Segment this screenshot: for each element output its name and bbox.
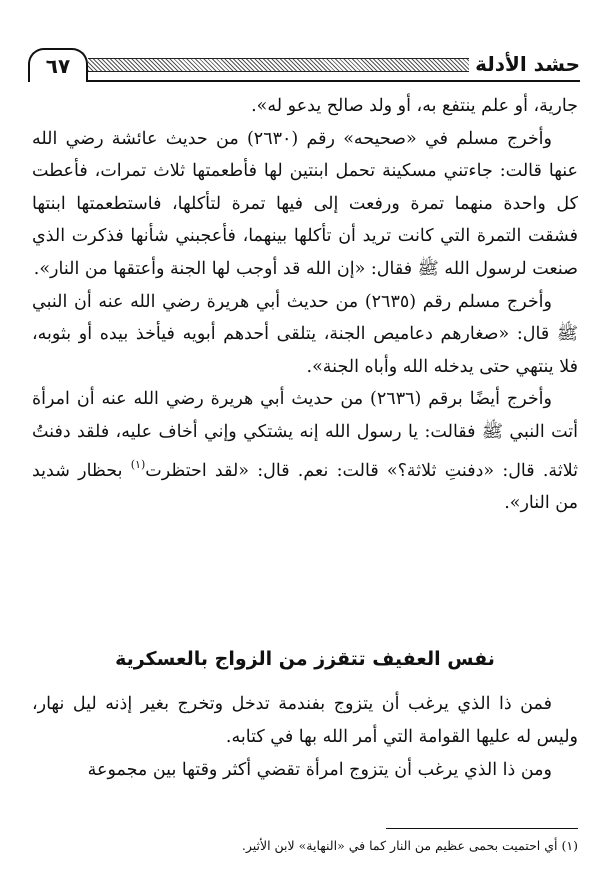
footnote-reference: (١)	[130, 457, 146, 471]
footnote-text: أي احتميت بحمى عظيم من النار كما في «النهاية» لابن الأثير.	[241, 838, 558, 853]
section-paragraph-1: فمن ذا الذي يرغب أن يتزوج بفندمة تدخل وتخرج بغير إذنه ليل نهار، وليس له عليها القوامة التي أمر الله بها في كتابه.	[32, 694, 578, 747]
section-text	[32, 688, 578, 787]
paragraph-4-text-after: بحظار شديد من النار».	[32, 460, 578, 514]
header-rule	[28, 80, 580, 82]
footnote	[32, 836, 578, 856]
running-title: حشد الأدلة	[469, 48, 580, 80]
page-number: ٦٧	[28, 48, 88, 82]
page-header	[28, 44, 580, 84]
paragraph-2: وأخرج مسلم في «صحيحه» رقم (٢٦٣٠) من حديث عائشة رضي الله عنها قالت: جاءتني مسكينة تحمل ابنتين لها فأطعمتها ثلاث تمرات، فأعطت كل واحدة منهما تمرة ورفعت إلى فيها تمرة لتأكلها، فاستطعمتها ابنتها فشقت التمرة التي كانت تريد أن تأكلها بينهما، فأعجبني شأنها فذكرت الذي صنعت لرسول الله ﷺ فقال: «إن الله قد أوجب لها الجنة وأعتقها من النار».	[32, 128, 578, 279]
header-ornament-band	[88, 58, 502, 72]
section-paragraph-2: ومن ذا الذي يرغب أن يتزوج امرأة تقضي أكثر وقتها بين مجموعة	[87, 760, 552, 780]
paragraph-4-text: وأخرج أيضًا برقم (٢٦٣٦) من حديث أبي هريرة رضي الله عنه أن امرأة أتت النبي ﷺ فقالت: يا رسول الله إنه يشتكي وإني أخاف عليه، فلقد دفنتُ ثلاثة. قال: «دفنتِ ثلاثة؟» قالت: نعم. قال: «لقد احتظرت	[32, 389, 579, 481]
section-heading: نفس العفيف تتقزز من الزواج بالعسكرية	[115, 648, 495, 670]
footnote-marker: (١)	[561, 838, 578, 853]
paragraph-4	[32, 383, 578, 519]
paragraph-1: جارية، أو علم ينتفع به، أو ولد صالح يدعو له».	[251, 96, 578, 116]
paragraph-3: وأخرج مسلم رقم (٢٦٣٥) من حديث أبي هريرة رضي الله عنه أن النبي ﷺ قال: «صغارهم دعاميص الجنة، يتلقى أحدهم أبويه فيأخذ بيده أو بثوبه، فلا ينتهي حتى يدخله الله وأباه الجنة».	[32, 291, 578, 377]
footnote-rule	[386, 828, 578, 829]
main-text	[32, 90, 578, 520]
